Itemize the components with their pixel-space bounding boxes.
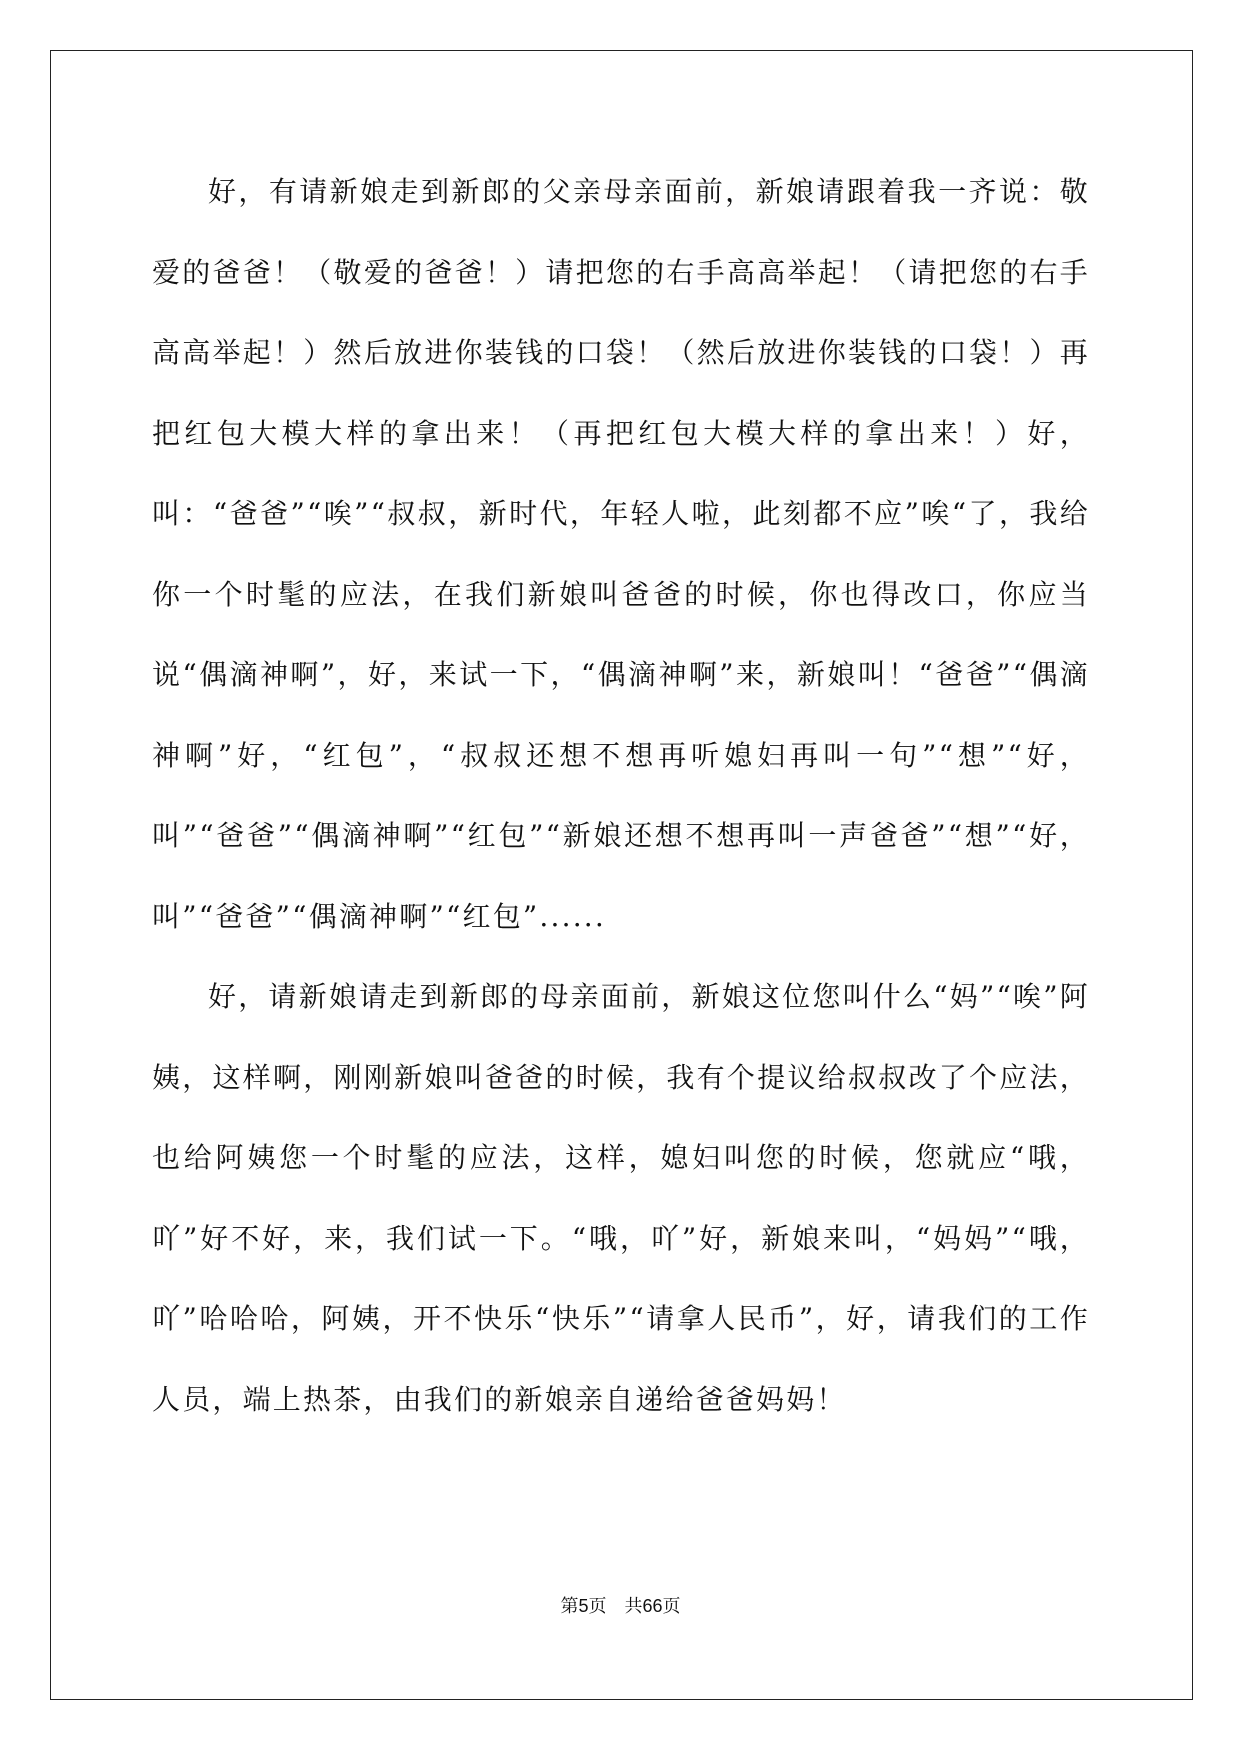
- footer-prefix: 第: [560, 1596, 579, 1617]
- page-footer: [0, 1592, 1241, 1618]
- footer-total-pages: 66: [642, 1596, 663, 1616]
- paragraph-2: 好，请新娘请走到新郎的母亲面前，新娘这位您叫什么“妈”“唉”阿姨，这样啊，刚刚新娘叫爸爸的时候，我有个提议给叔叔改了个应法，也给阿姨您一个时髦的应法，这样，媳妇叫您的时候，您就应“哦，吖”好不好，来，我们试一下。“哦，吖”好，新娘来叫，“妈妈”“哦，吖”哈哈哈，阿姨，开不快乐“快乐”“请拿人民币”，好，请我们的工作人员，端上热茶，由我们的新娘亲自递给爸爸妈妈！: [152, 980, 1090, 1416]
- footer-suffix: 页: [662, 1596, 681, 1617]
- footer-mid: 页 共: [588, 1596, 643, 1617]
- paragraph-1: 好，有请新娘走到新郎的父亲母亲面前，新娘请跟着我一齐说：敬爱的爸爸！（敬爱的爸爸！）请把您的右手高高举起！（请把您的右手高高举起！）然后放进你装钱的口袋！（然后放进你装钱的口袋！）再把红包大模大样的拿出来！（再把红包大模大样的拿出来！）好，叫：“爸爸”“唉”“叔叔，新时代，年轻人啦，此刻都不应”唉“了，我给你一个时髦的应法，在我们新娘叫爸爸的时候，你也得改口，你应当说“偶滴神啊”，好，来试一下，“偶滴神啊”来，新娘叫！“爸爸”“偶滴神啊”好，“红包”，“叔叔还想不想再听媳妇再叫一句”“想”“好，叫”“爸爸”“偶滴神啊”“红包”“新娘还想不想再叫一声爸爸”“想”“好，叫”“爸爸”“偶滴神啊”“红包”......: [152, 175, 1090, 933]
- footer-page-number: 5: [578, 1596, 589, 1616]
- document-body: [152, 152, 1090, 1440]
